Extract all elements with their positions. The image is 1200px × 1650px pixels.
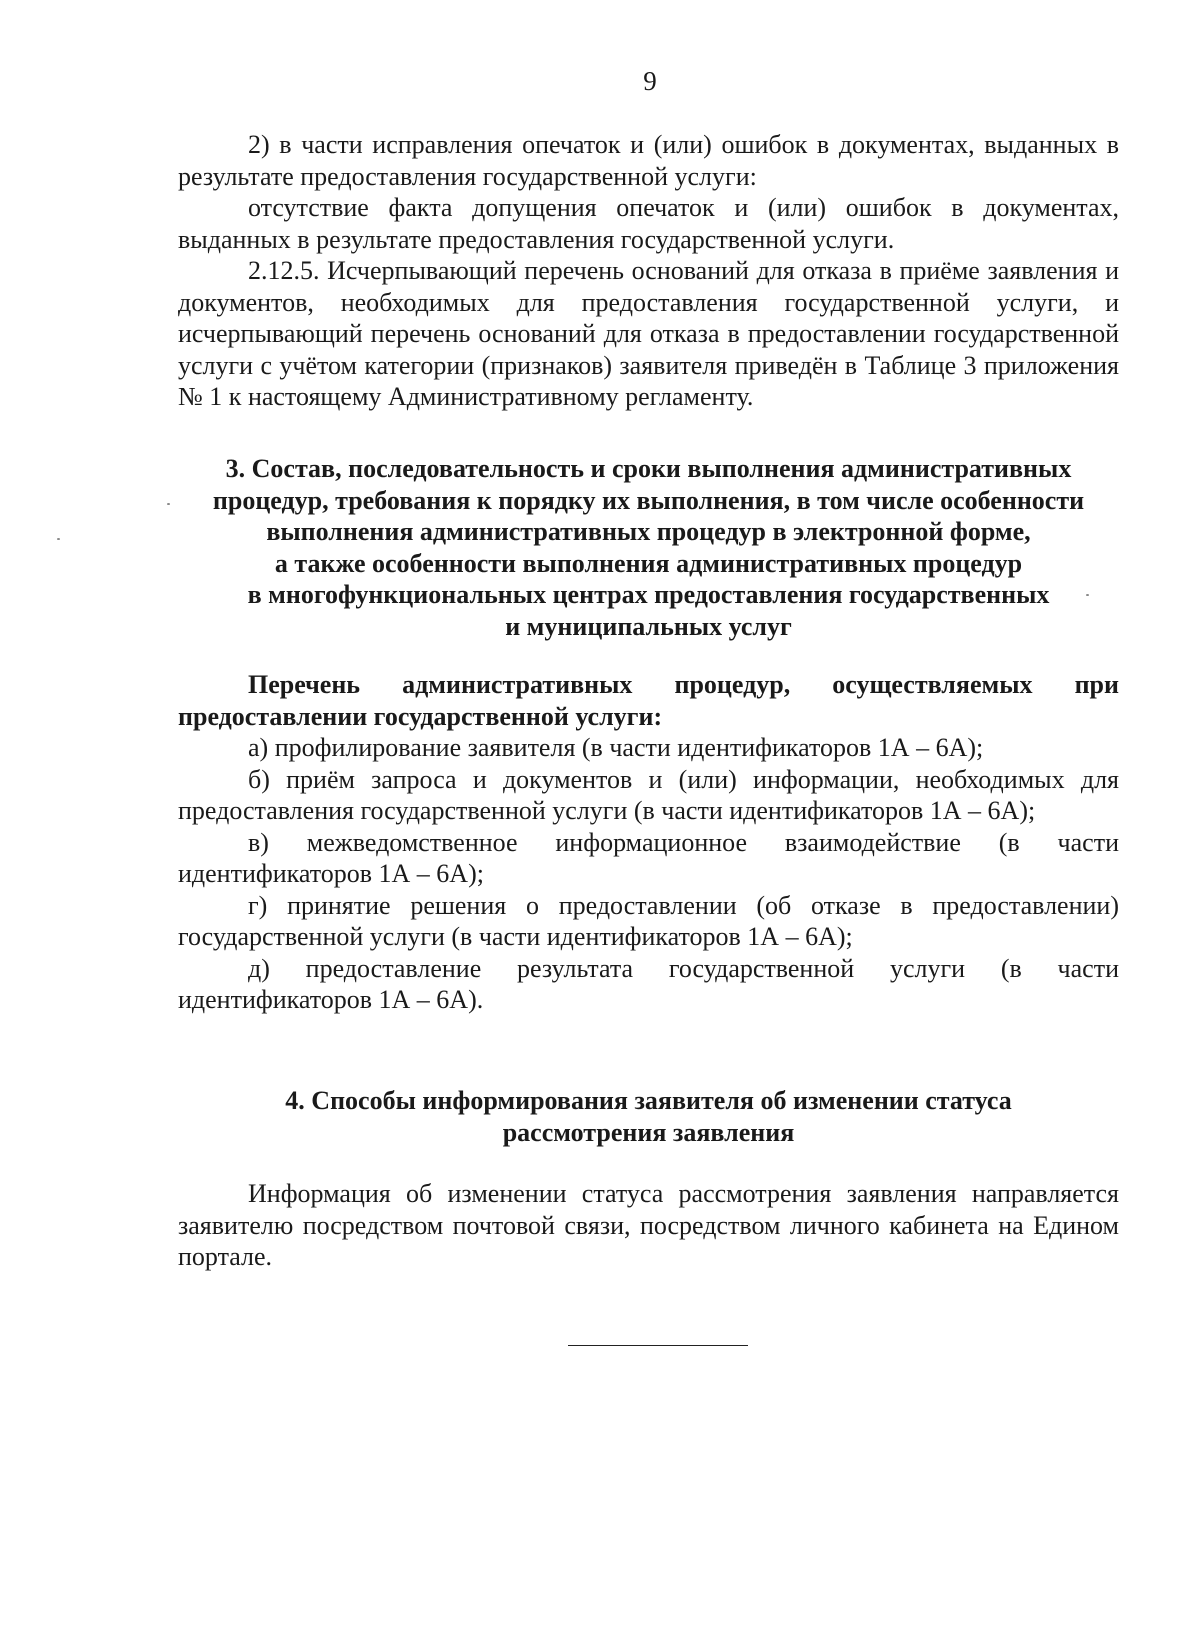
scan-speck — [57, 538, 60, 540]
section-4-heading-line: рассмотрения заявления — [502, 1117, 795, 1147]
section-4-heading — [178, 1085, 1119, 1148]
procedures-list — [178, 669, 1119, 1016]
section-3-heading-line: в многофункциональных центрах предоставления государственных — [247, 580, 1050, 609]
scan-speck — [167, 503, 170, 505]
closing-rule — [568, 1345, 748, 1346]
procedure-item: д) предоставление результата государственной услуги (в части идентификаторов 1А – 6А). — [178, 953, 1119, 1014]
section-3-heading-line: и муниципальных услуг — [505, 611, 792, 641]
section-3-heading-line: процедур, требования к порядку их выполнения, в том числе особенности — [212, 485, 1085, 515]
page-number: 9 — [643, 66, 657, 96]
status-info-paragraph: Информация об изменении статуса рассмотрения заявления направляется заявителю посредством почтовой связи, посредством личного кабинета на Едином портале. — [178, 1179, 1119, 1271]
procedure-item: в) межведомственное информационное взаимодействие (в части идентификаторов 1А – 6А); — [178, 827, 1119, 888]
section-3-heading-line: выполнения административных процедур в электронной форме, — [266, 517, 1031, 546]
paragraph-no-errors: отсутствие факта допущения опечаток и (или) ошибок в документах, выданных в результате предоставления государственной услуги. — [178, 193, 1119, 254]
top-text-block — [178, 129, 1119, 413]
section-4-body — [178, 1178, 1119, 1273]
paragraph-correction-case: 2) в части исправления опечаток и (или) ошибок в документах, выданных в результате предоставления государственной услуги: — [178, 130, 1119, 191]
paragraph-2-12-5: 2.12.5. Исчерпывающий перечень оснований для отказа в приёме заявления и документов, необходимых для предоставления государственной услуги, и исчерпывающий перечень оснований для отказа в предоставлении государственной услуги с учётом категории (признаков) заявителя приведён в Таблице 3 приложения № 1 к настоящему Административному регламенту. — [178, 256, 1119, 411]
procedure-item: г) принятие решения о предоставлении (об отказе в предоставлении) государственной услуги (в части идентификаторов 1А – 6А); — [178, 890, 1119, 951]
procedures-list-title: Перечень административных процедур, осуществляемых при предоставлении государственной услуги: — [178, 670, 1119, 731]
scan-speck — [1086, 594, 1089, 596]
procedure-item: б) приём запроса и документов и (или) информации, необходимых для предоставления государственной услуги (в части идентификаторов 1А – 6А); — [178, 764, 1119, 825]
section-3-heading-line: 3. Состав, последовательность и сроки выполнения административных — [225, 454, 1072, 483]
section-4-heading-line: 4. Способы информирования заявителя об изменении статуса — [285, 1086, 1012, 1115]
section-3-heading — [178, 453, 1119, 642]
section-3-heading-line: а также особенности выполнения административных процедур — [274, 548, 1023, 578]
procedure-item: а) профилирование заявителя (в части идентификаторов 1А – 6А); — [248, 733, 984, 762]
